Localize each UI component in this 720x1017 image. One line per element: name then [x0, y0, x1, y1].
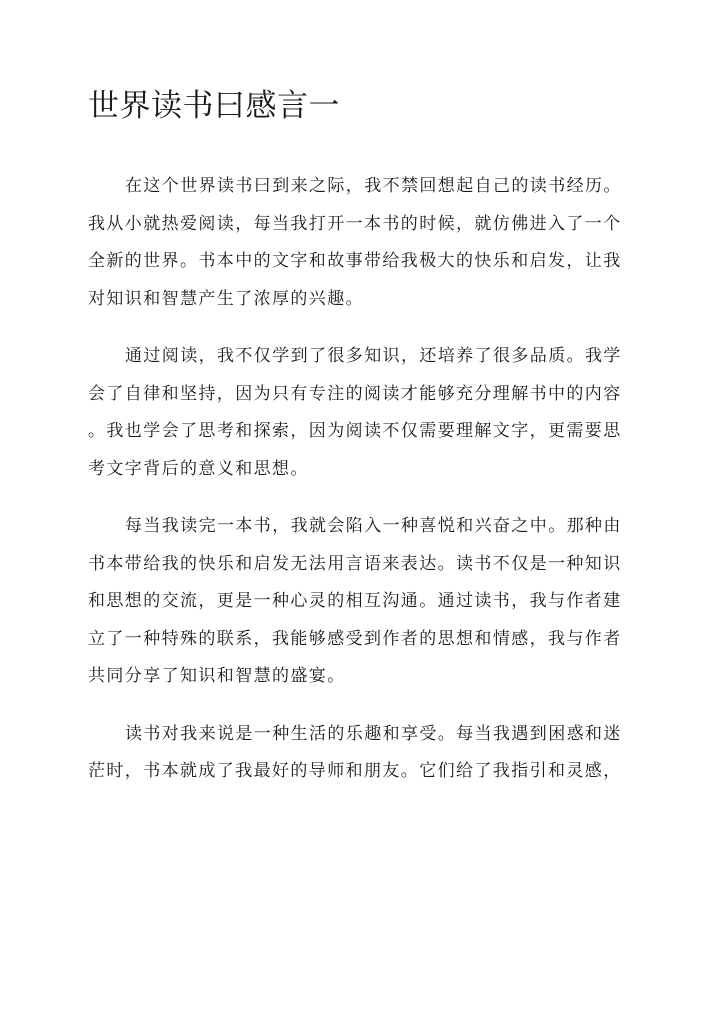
- paragraph-line: 和思想的交流，更是一种心灵的相互沟通。通过读书，我与作者建: [88, 591, 622, 611]
- paragraph-line: 读书对我来说是一种生活的乐趣和享受。每当我遇到困惑和迷: [125, 723, 622, 744]
- paragraph-line: 全新的世界。书本中的文字和故事带给我极大的快乐和启发，让我: [88, 251, 622, 271]
- paragraph-line: 会了自律和坚持，因为只有专注的阅读才能够充分理解书中的内容: [88, 383, 622, 404]
- paragraph-line: 通过阅读，我不仅学到了很多知识，还培养了很多品质。我学: [125, 346, 622, 366]
- paragraph-line: 茫时，书本就成了我最好的导师和朋友。它们给了我指引和灵感，: [88, 761, 622, 781]
- document-body: [88, 168, 636, 811]
- paragraph-line: 在这个世界读书曰到来之际，我不禁回想起自己的读书经历。: [125, 176, 622, 196]
- paragraph-3: [88, 508, 636, 696]
- paragraph-4: [88, 716, 636, 791]
- paragraph-2: [88, 338, 636, 488]
- paragraph-line: 共同分享了知识和智慧的盛宴。: [88, 666, 346, 686]
- paragraph-line: 考文字背后的意义和思想。: [88, 458, 309, 479]
- paragraph-line: 立了一种特殊的联系，我能够感受到作者的思想和情感，我与作者: [88, 628, 622, 649]
- paragraph-line: 对知识和智慧产生了浓厚的兴趣。: [88, 288, 364, 309]
- paragraph-1: [88, 168, 636, 318]
- paragraph-line: 每当我读完一本书，我就会陷入一种喜悦和兴奋之中。那种由: [125, 516, 622, 536]
- paragraph-line: 书本带给我的快乐和启发无法用言语来表达。读书不仅是一种知识: [88, 553, 622, 574]
- document-title: 世界读书曰感言一: [88, 88, 340, 124]
- paragraph-line: 我从小就热爱阅读，每当我打开一本书的时候，就仿佛进入了一个: [88, 213, 622, 234]
- paragraph-line: 。我也学会了思考和探索，因为阅读不仅需要理解文字，更需要思: [88, 421, 622, 441]
